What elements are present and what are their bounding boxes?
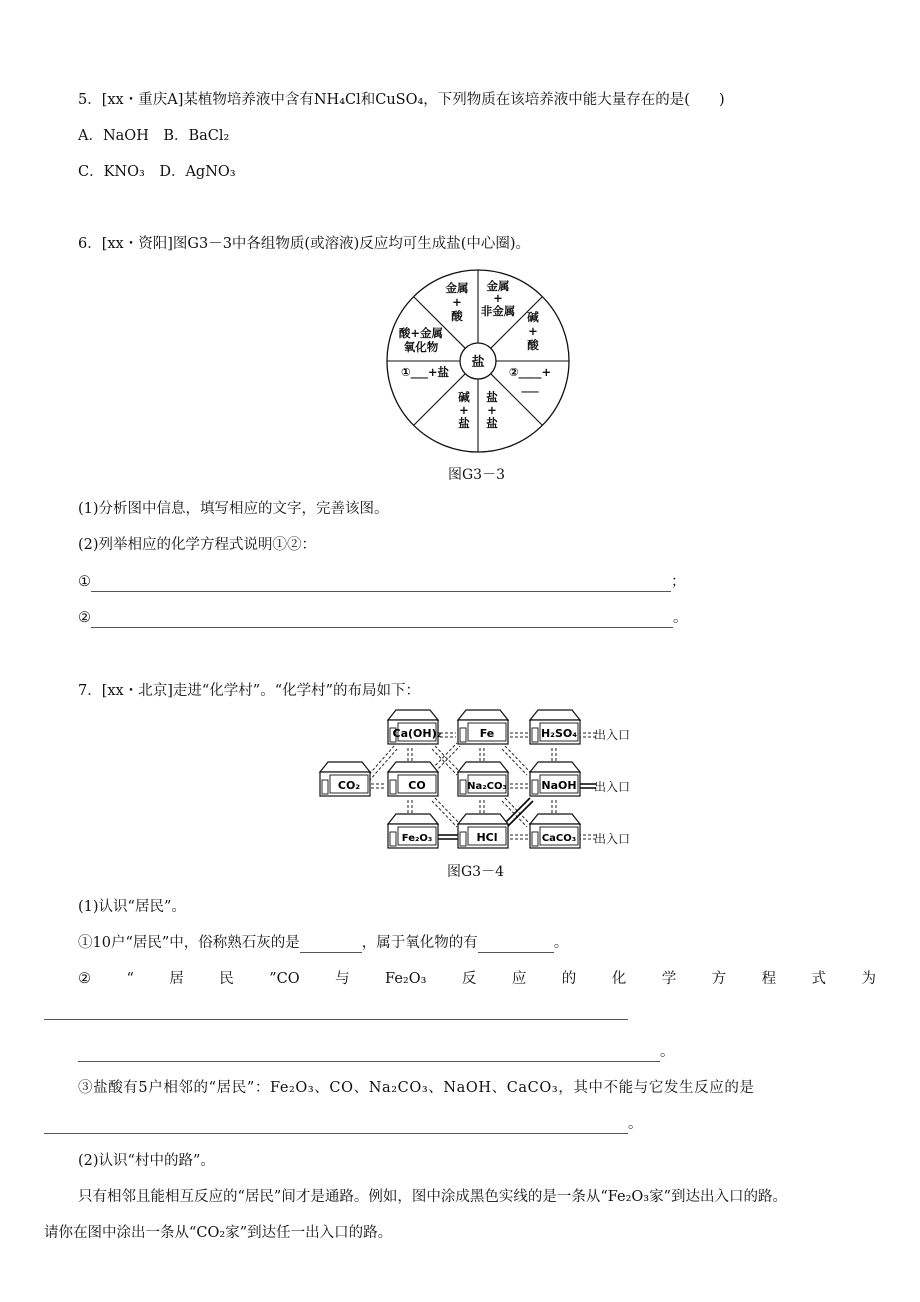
figure-caption-g3-4: 图G3－4 (447, 864, 504, 880)
q7-equation-line2 (78, 1042, 675, 1062)
wheel-sector-2-l1: 碱 (527, 310, 539, 324)
q7-p1b-end: 。 (660, 1044, 675, 1060)
wheel-sector-2-l2: + (528, 324, 538, 338)
q7-p1b-char: 应 (511, 971, 527, 987)
house-caoh2 (388, 710, 442, 744)
q6-stem: 6．[xx・资阳]图G3－3中各组物质(或溶液)反应均可生成盐(中心圈)。 (78, 236, 531, 252)
q6-blank2-label: ② (78, 610, 91, 626)
house-label-fe2o3: Fe₂O₃ (401, 833, 433, 844)
q6-blank1-label: ① (78, 574, 91, 590)
q6-blank2-end: 。 (673, 610, 688, 626)
house-label-co: CO (408, 779, 426, 792)
q7-p1b-char: “ (126, 971, 134, 987)
wheel-sector-7-l2: 氧化物 (403, 340, 439, 354)
exit-label-middle: 出入口 (594, 780, 631, 794)
q7-part1c-answer (44, 1114, 643, 1134)
q6-blank2-field[interactable] (91, 611, 673, 628)
wheel-sector-1-l1: 金属 (486, 279, 510, 293)
q7-part2-body1: 只有相邻且能相互反应的“居民”间才是通路。例如，图中涂成黑色实线的是一条从“Fe₂O₃家”到达出入口的路。 (78, 1189, 788, 1205)
q7-p1b-char: 式 (811, 971, 827, 987)
wheel-sector-5-l3: 盐 (458, 416, 470, 430)
q6-blank1-field[interactable] (91, 575, 671, 592)
q7-p1b-char: 民 (219, 971, 234, 987)
q6-part1: (1)分析图中信息，填写相应的文字，完善该图。 (78, 501, 389, 517)
wheel-sector-5-l2: + (459, 403, 469, 417)
q7-p1b-char: 为 (861, 971, 876, 987)
q7-blank-no-reaction[interactable] (44, 1117, 628, 1134)
q7-p1b-char: ② (78, 971, 91, 987)
wheel-sector-1-l2: + (493, 291, 503, 305)
house-co2 (320, 762, 370, 796)
q6-answer-2 (78, 608, 688, 628)
exit-label-bottom: 出入口 (594, 832, 631, 846)
house-fe (458, 710, 508, 744)
house-h2so4 (530, 710, 580, 744)
wheel-sector-0-l1: 金属 (445, 281, 469, 295)
q7-p1c-end: 。 (628, 1116, 643, 1132)
wheel-sector-5-l1: 碱 (458, 390, 470, 404)
house-label-caoh2: Ca(OH)₂ (392, 727, 442, 740)
house-caco3 (530, 814, 580, 848)
q7-p1b-char: ”CO (269, 971, 300, 987)
q7-p1b-char: 的 (561, 971, 577, 987)
q7-part1c: ③盐酸有5户相邻的“居民”：Fe₂O₃、CO、Na₂CO₃、NaOH、CaCO₃，其中不能与它发生反应的是 (78, 1080, 755, 1096)
q5-options-row1: A．NaOH B．BaCl₂ (78, 128, 230, 144)
q7-equation-blank-line1[interactable] (44, 1005, 628, 1020)
q7-p1b-char: 居 (169, 971, 184, 987)
exit-label-top: 出入口 (594, 728, 631, 742)
q7-part1: (1)认识“居民”。 (78, 899, 186, 915)
house-co (388, 762, 438, 796)
salt-wheel-diagram (383, 266, 573, 456)
figure-caption-g3-3: 图G3－3 (448, 467, 505, 483)
house-fe2o3 (388, 814, 438, 848)
house-label-fe: Fe (479, 727, 495, 740)
house-na2co3 (458, 762, 508, 796)
wheel-sector-2-l3: 酸 (527, 338, 539, 352)
wheel-sector-6-l1: ①___+盐 (400, 365, 450, 379)
wheel-sector-4-l2: + (487, 403, 497, 417)
chemistry-village-diagram (318, 708, 640, 856)
house-label-co2: CO₂ (337, 779, 361, 792)
q7-part2: (2)认识“村中的路”。 (78, 1153, 215, 1169)
q5-stem: 5．[xx・重庆A]某植物培养液中含有NH₄Cl和CuSO₄，下列物质在该培养液中能大量存在的是( ) (78, 92, 725, 108)
q7-part2-body2: 请你在图中涂出一条从“CO₂家”到达任一出入口的路。 (44, 1225, 393, 1241)
q7-p1a-end: 。 (553, 935, 569, 951)
wheel-sector-3-l1: ②____+ (508, 365, 552, 379)
q7-p1b-char: 化 (611, 971, 627, 987)
wheel-sector-4-l1: 盐 (486, 390, 498, 404)
q7-equation-blank-line2[interactable] (78, 1045, 660, 1062)
q7-p1b-char: 方 (711, 971, 727, 987)
q7-stem: 7．[xx・北京]走进“化学村”。“化学村”的布局如下： (78, 683, 421, 699)
q7-p1a-pre: ①10户“居民”中，俗称熟石灰的是 (78, 935, 300, 951)
q7-p1a-mid: ，属于氧化物的有 (361, 935, 478, 951)
q7-p1b-char: 反 (461, 971, 477, 987)
wheel-sector-0-l3: 酸 (451, 309, 463, 323)
house-naoh (530, 762, 580, 796)
q7-part1a (78, 933, 568, 953)
wheel-sector-1-l3: 非金属 (480, 304, 516, 318)
wheel-sector-3-l2: ___ (521, 379, 539, 393)
house-label-caco3: CaCO₃ (541, 833, 577, 844)
q6-answer-1 (78, 572, 686, 592)
house-label-na2co3: Na₂CO₃ (467, 781, 507, 792)
house-hcl (458, 814, 508, 848)
house-label-h2so4: H₂SO₄ (540, 727, 578, 740)
q5-options-row2: C．KNO₃ D．AgNO₃ (78, 164, 236, 180)
q7-part1b (78, 969, 876, 989)
wheel-sector-7-l1: 酸+金属 (398, 326, 444, 340)
q7-blank-slaked-lime[interactable] (300, 936, 362, 953)
q7-p1b-char: 学 (661, 971, 677, 987)
wheel-sector-0-l2: + (452, 295, 462, 309)
wheel-sector-4-l3: 盐 (486, 416, 498, 430)
q7-p1b-char: 与 (335, 971, 350, 987)
wheel-center-label: 盐 (471, 355, 485, 370)
house-label-naoh: NaOH (541, 779, 577, 792)
house-label-hcl: HCl (476, 831, 498, 844)
q6-part2: (2)列举相应的化学方程式说明①②： (78, 537, 317, 553)
q7-p1b-char: 程 (761, 971, 777, 987)
q7-blank-oxides[interactable] (478, 936, 554, 953)
q7-p1b-char: Fe₂O₃ (385, 971, 427, 987)
q6-blank1-end: ； (671, 574, 686, 590)
